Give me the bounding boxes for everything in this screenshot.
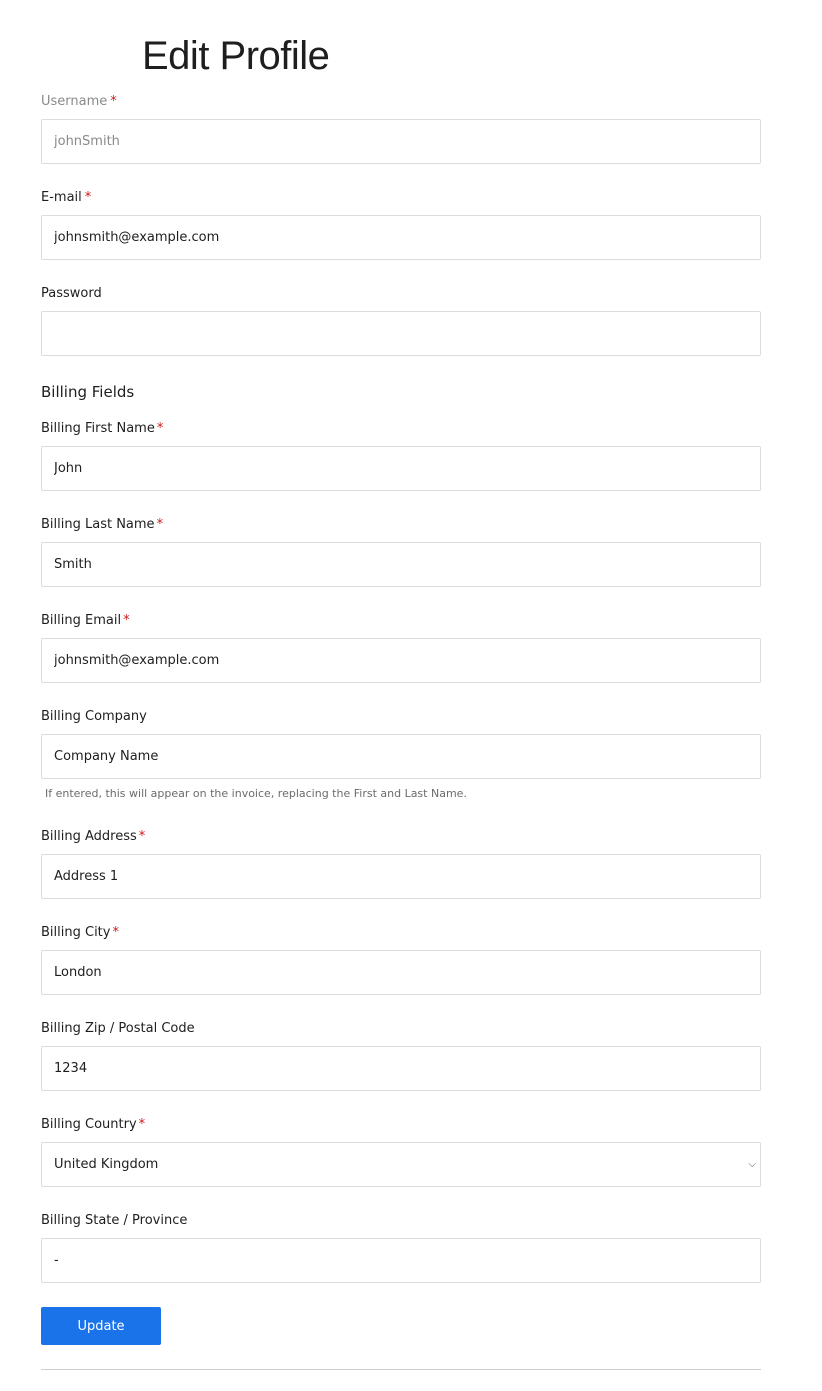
billing-address-field[interactable] [41,854,761,899]
billing-city-label [41,925,119,941]
billing-company-field[interactable] [41,734,761,779]
required-marker: * [84,190,92,205]
billing-country-label-text: Billing Country [41,1117,137,1132]
billing-first-name-field[interactable] [41,446,761,491]
update-button[interactable]: Update [41,1307,161,1345]
divider [41,1369,761,1370]
required-marker: * [138,829,146,844]
billing-city-label-text: Billing City [41,925,111,940]
billing-city-field[interactable] [41,950,761,995]
billing-last-name-label-text: Billing Last Name [41,517,155,532]
billing-country-label [41,1117,145,1133]
chevron-down-icon: ⌵ [748,1159,756,1170]
billing-email-field[interactable] [41,638,761,683]
billing-section-title: Billing Fields [41,383,135,401]
username-label-text: Username [41,94,108,109]
billing-country-selected-value: United Kingdom [54,1157,159,1172]
billing-state-field[interactable] [41,1238,761,1283]
email-label [41,190,91,206]
password-label: Password [41,286,102,301]
billing-email-label-text: Billing Email [41,613,122,628]
billing-address-label [41,829,145,845]
billing-last-name-field[interactable] [41,542,761,587]
billing-first-name-label [41,421,163,437]
billing-zip-label: Billing Zip / Postal Code [41,1021,195,1036]
billing-company-help-text: If entered, this will appear on the invoice, replacing the First and Last Name. [45,787,467,800]
page-title: Edit Profile [142,34,330,78]
username-label [41,94,117,110]
username-field[interactable] [41,119,761,164]
required-marker: * [156,421,164,436]
billing-company-label: Billing Company [41,709,147,724]
billing-state-label: Billing State / Province [41,1213,188,1228]
required-marker: * [110,94,117,109]
billing-email-label [41,613,130,629]
billing-country-select[interactable] [41,1142,761,1187]
password-field[interactable] [41,311,761,356]
required-marker: * [156,517,164,532]
required-marker: * [138,1117,146,1132]
billing-zip-field[interactable] [41,1046,761,1091]
billing-first-name-label-text: Billing First Name [41,421,155,436]
required-marker: * [112,925,119,940]
billing-last-name-label [41,517,163,533]
email-label-text: E-mail [41,190,82,205]
email-field[interactable] [41,215,761,260]
billing-address-label-text: Billing Address [41,829,137,844]
required-marker: * [123,613,130,628]
